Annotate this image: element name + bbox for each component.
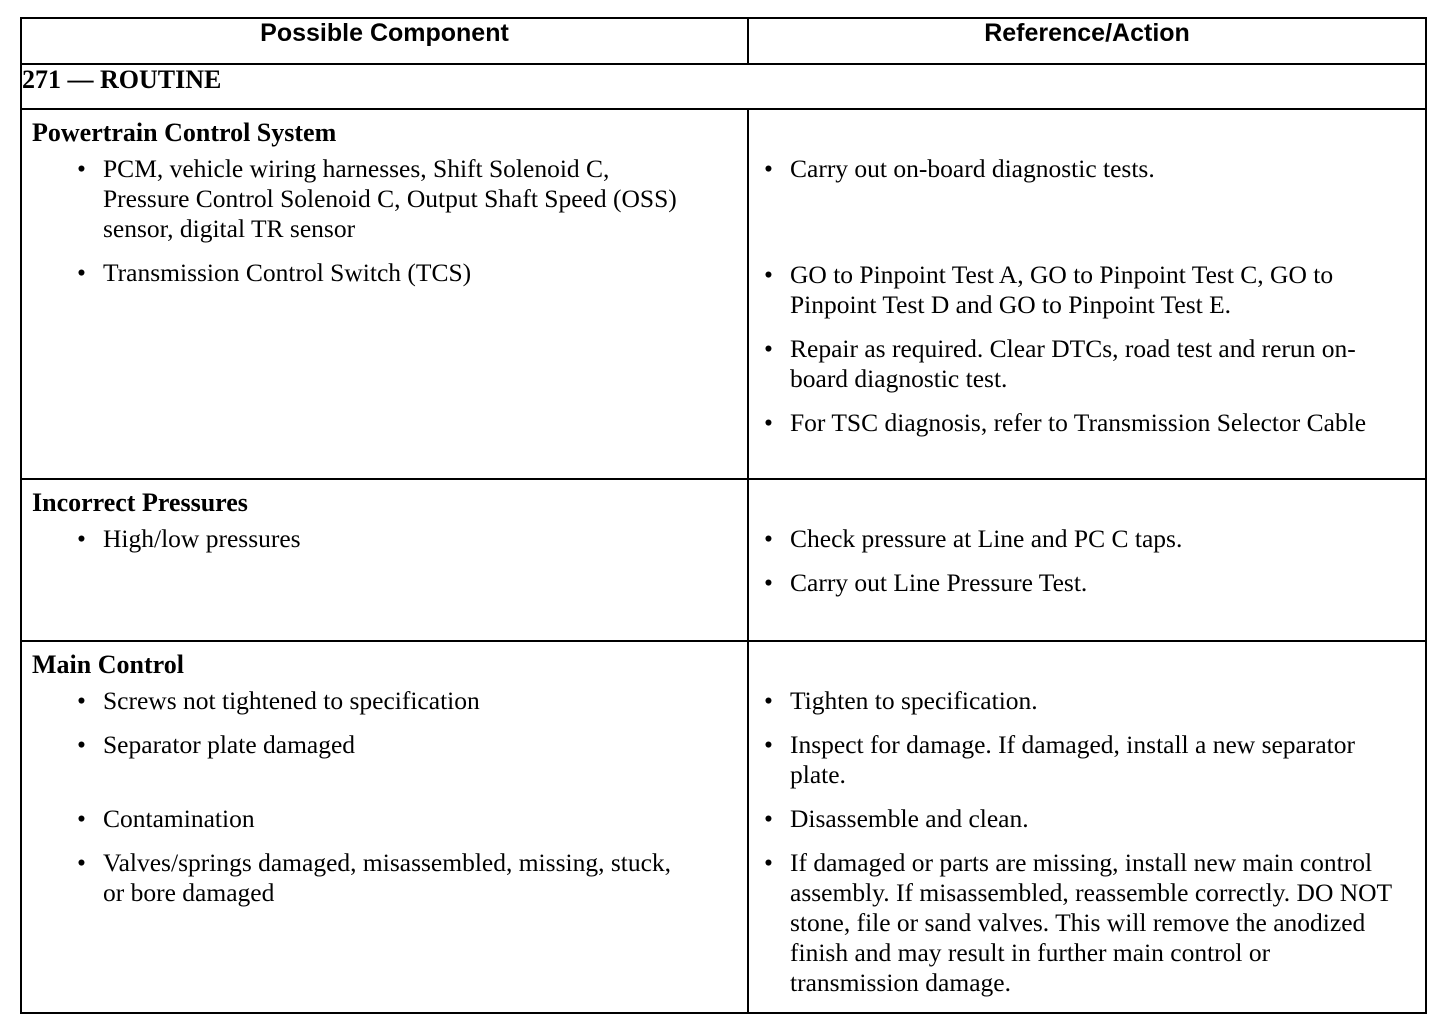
list-item — [22, 524, 747, 554]
component-list — [22, 686, 747, 908]
list-item-text: If damaged or parts are missing, install new main control assembly. If misassembled, reassemble correctly. DO NOT stone, file or sand valves. This will remove the anodized finish and may result in further main control or transmission damage. — [790, 848, 1392, 997]
action-list — [749, 642, 1425, 998]
component-list — [22, 154, 747, 288]
bullet-icon: • — [77, 154, 86, 183]
bullet-icon: • — [764, 334, 773, 363]
list-item-text: Carry out Line Pressure Test. — [790, 568, 1088, 597]
column-header-reference-action: Reference/Action — [748, 18, 1426, 64]
bullet-icon: • — [764, 524, 773, 553]
bullet-icon: • — [764, 154, 773, 183]
actions-cell — [748, 109, 1426, 479]
list-item-text: Screws not tightened to specification — [103, 686, 480, 715]
list-item-text: High/low pressures — [103, 524, 301, 553]
list-item-text: Inspect for damage. If damaged, install a new separator plate. — [790, 730, 1356, 789]
section-title: Main Control — [32, 650, 184, 679]
section-title: Incorrect Pressures — [32, 488, 248, 517]
list-item-text: Repair as required. Clear DTCs, road test and rerun on-board diagnostic test. — [790, 334, 1356, 393]
list-item — [749, 408, 1425, 438]
list-item-text: For TSC diagnosis, refer to Transmission Selector Cable — [790, 408, 1367, 437]
column-header-possible-component: Possible Component — [21, 18, 748, 64]
list-item — [22, 258, 747, 288]
actions-cell — [748, 641, 1426, 1013]
list-item — [749, 154, 1425, 184]
list-item — [749, 260, 1425, 320]
list-item-text: Tighten to specification. — [790, 686, 1038, 715]
list-item — [22, 804, 747, 834]
bullet-icon: • — [77, 848, 86, 877]
component-list — [22, 524, 747, 554]
section-title: Powertrain Control System — [32, 118, 337, 147]
diagnostic-table — [20, 17, 1427, 1014]
routine-row — [21, 64, 1426, 109]
bullet-icon: • — [764, 568, 773, 597]
components-cell — [21, 479, 748, 641]
section-row-main-control — [21, 641, 1426, 1013]
bullet-icon: • — [77, 686, 86, 715]
list-item-text: Contamination — [103, 804, 255, 833]
list-item — [22, 848, 747, 908]
bullet-icon: • — [764, 408, 773, 437]
bullet-icon: • — [764, 260, 773, 289]
bullet-icon: • — [77, 804, 86, 833]
list-item — [749, 730, 1425, 790]
action-list — [749, 110, 1425, 438]
list-item-text: Transmission Control Switch (TCS) — [103, 258, 472, 287]
list-item — [749, 686, 1425, 716]
list-item — [22, 730, 747, 760]
routine-title: 271 — ROUTINE — [21, 64, 1426, 109]
list-item-text: Check pressure at Line and PC C taps. — [790, 524, 1183, 553]
list-item-text: Carry out on-board diagnostic tests. — [790, 154, 1155, 183]
list-item-text: GO to Pinpoint Test A, GO to Pinpoint Test C, GO to Pinpoint Test D and GO to Pinpoint Test E. — [790, 260, 1334, 319]
list-item-text: Disassemble and clean. — [790, 804, 1029, 833]
list-item — [749, 568, 1425, 598]
list-item — [749, 334, 1425, 394]
bullet-icon: • — [764, 804, 773, 833]
list-item — [22, 686, 747, 716]
bullet-icon: • — [77, 524, 86, 553]
action-list — [749, 480, 1425, 598]
list-item-text: Separator plate damaged — [103, 730, 356, 759]
section-row-incorrect-pressures — [21, 479, 1426, 641]
bullet-icon: • — [764, 848, 773, 877]
list-item — [749, 804, 1425, 834]
bullet-icon: • — [77, 258, 86, 287]
list-item — [749, 524, 1425, 554]
list-item-text: Valves/springs damaged, misassembled, missing, stuck, or bore damaged — [103, 848, 672, 907]
actions-cell — [748, 479, 1426, 641]
bullet-icon: • — [77, 730, 86, 759]
components-cell — [21, 641, 748, 1013]
section-row-powertrain-control-system — [21, 109, 1426, 479]
components-cell — [21, 109, 748, 479]
list-item — [749, 848, 1425, 998]
list-item — [22, 154, 747, 244]
header-row — [21, 18, 1426, 64]
bullet-icon: • — [764, 686, 773, 715]
bullet-icon: • — [764, 730, 773, 759]
list-item-text: PCM, vehicle wiring harnesses, Shift Solenoid C, Pressure Control Solenoid C, Output Shaft Speed (OSS) sensor, digital TR sensor — [103, 154, 677, 243]
